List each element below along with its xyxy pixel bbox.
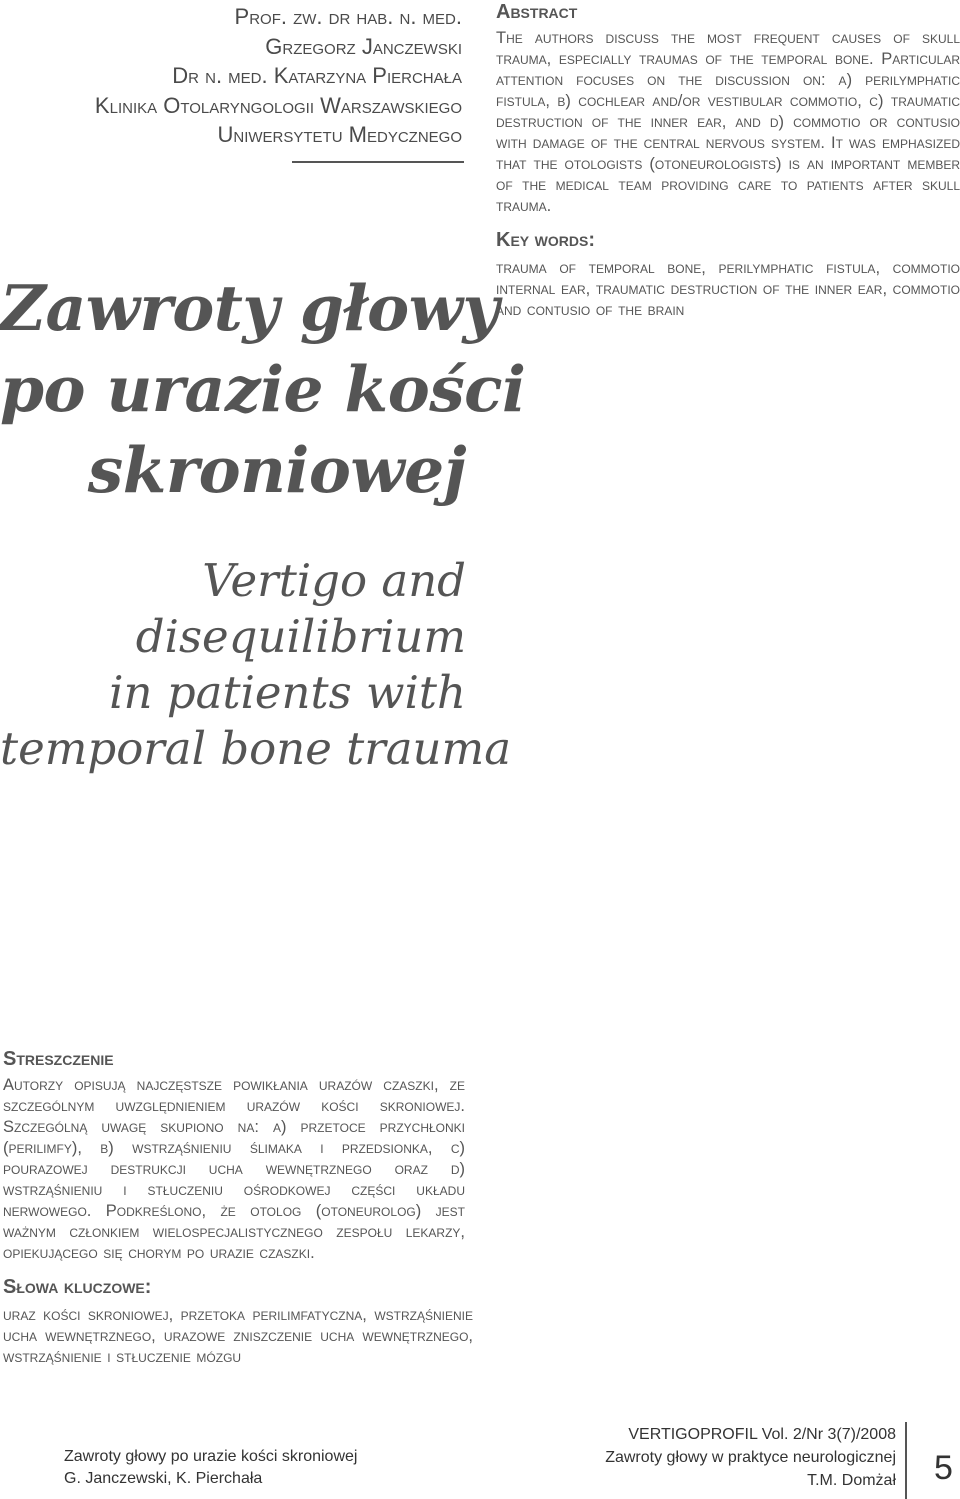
footer-right bbox=[605, 1423, 896, 1492]
title-polish-line-3: skroniowej bbox=[87, 433, 466, 507]
title-english bbox=[0, 553, 512, 777]
streszczenie-text: Autorzy opisują najczęstsze powikłania urazów czaszki, ze szczególnym uwzględnieniem urazów kości skroniowej. Szczególną uwagę skupiono na: a) przetoce przychłonki (perilimfy), b) wstrząśnieniu ślimaka i przedsionka, c) pourazowej destrukcji ucha wewnętrznego oraz d) wstrząśnieniu i stłuczeniu ośrodkowej części układu nerwowego. Podkreślono, że otolog (otoneurolog) jest ważnym członkiem wielospecjalistycznego zespołu lekarzy, opiekującego się chorym po urazie czaszki. bbox=[3, 1076, 465, 1262]
author-line-3: Dr n. med. Katarzyna Pierchała bbox=[172, 63, 462, 88]
keywords-english-text: trauma of temporal bone, perilymphatic fistula, commotio internal ear, traumatic destruction of the inner ear, commotio and contusio of the brain bbox=[496, 259, 960, 319]
title-polish-line-1: Zawroty głowy bbox=[0, 271, 499, 345]
footer-running-author: T.M. Domżał bbox=[807, 1472, 896, 1489]
title-english-line-4: temporal bone trauma bbox=[0, 722, 512, 775]
page-number: 5 bbox=[934, 1449, 953, 1487]
footer-article-authors: G. Janczewski, K. Pierchała bbox=[64, 1470, 263, 1487]
keywords-english-section bbox=[496, 228, 960, 321]
footer-left bbox=[64, 1446, 357, 1490]
author-block bbox=[0, 2, 462, 150]
footer-journal: VERTIGOPROFIL Vol. 2/Nr 3(7)/2008 bbox=[628, 1426, 896, 1443]
abstract-heading: Abstract bbox=[496, 1, 578, 23]
divider-rule bbox=[292, 161, 464, 163]
title-english-line-3: in patients with bbox=[109, 666, 466, 719]
title-polish-line-2: po urazie kości bbox=[0, 352, 526, 426]
author-line-2: Grzegorz Janczewski bbox=[265, 33, 462, 59]
footer-article-title: Zawroty głowy po urazie kości skroniowej bbox=[64, 1448, 358, 1465]
affiliation-line-2: Uniwersytetu Medycznego bbox=[217, 122, 462, 147]
keywords-polish-text: uraz kości skroniowej, przetoka perilimfatyczna, wstrząśnienie ucha wewnętrznego, urazowe zniszczenie ucha wewnętrznego, wstrząśnienie i stłuczenie mózgu bbox=[3, 1306, 473, 1366]
title-polish bbox=[0, 268, 526, 511]
footer-divider bbox=[905, 1422, 907, 1499]
affiliation-line-1: Klinika Otolaryngologii Warszawskiego bbox=[94, 92, 462, 118]
keywords-english-heading: Key words: bbox=[496, 229, 595, 251]
footer-running-title: Zawroty głowy w praktyce neurologicznej bbox=[605, 1449, 896, 1466]
keywords-polish-heading: Słowa kluczowe: bbox=[3, 1276, 152, 1298]
title-english-line-1: Vertigo and bbox=[202, 554, 466, 607]
keywords-polish-section bbox=[3, 1275, 473, 1368]
abstract-section bbox=[496, 0, 960, 217]
streszczenie-section bbox=[3, 1047, 465, 1264]
author-line-1: Prof. zw. dr hab. n. med. bbox=[234, 4, 462, 29]
abstract-text: The authors discuss the most frequent causes of skull trauma, especially traumas of the temporal bone. Particular attention focuses on the discussion on: a) perilymphatic fistula, b) cochlear and/or vestibular commotio, c) traumatic destruction of the inner ear, and d) commotio or contusio with damage of the central nervous system. It was emphasized that the otologists (otoneurologists) is an important member of the medical team providing care to patients after skull trauma. bbox=[496, 29, 960, 215]
title-english-line-2: disequilibrium bbox=[135, 610, 466, 663]
streszczenie-heading: Streszczenie bbox=[3, 1048, 114, 1070]
